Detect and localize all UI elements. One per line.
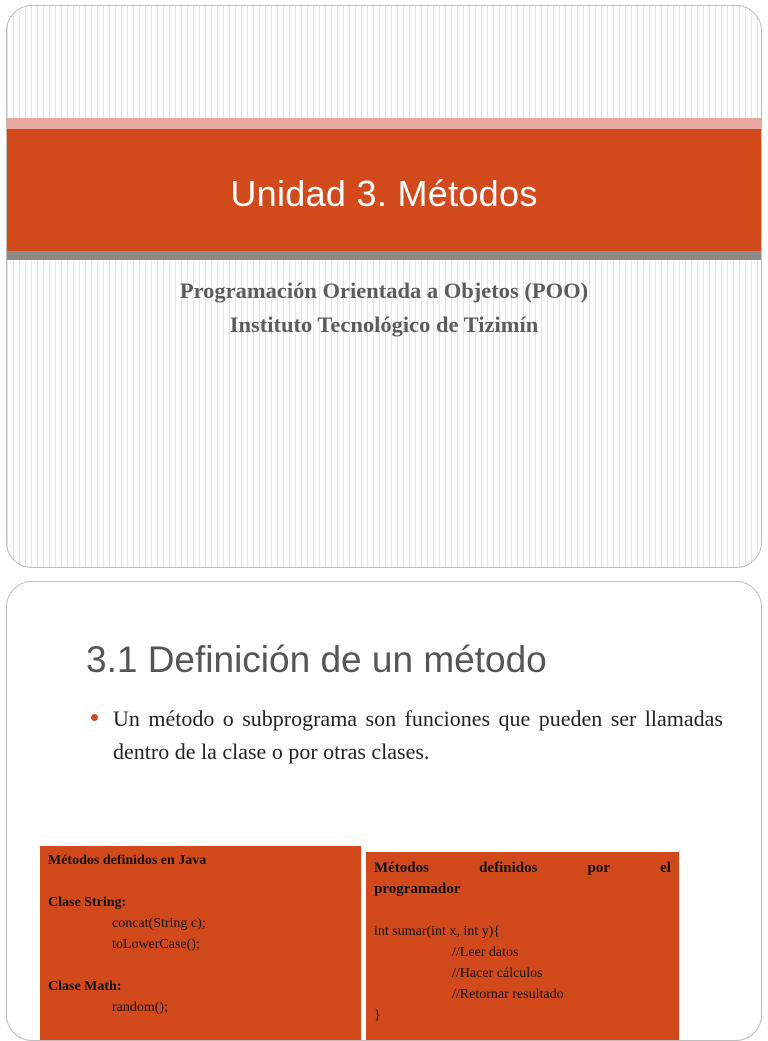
title-word: el xyxy=(660,860,671,876)
title-slide xyxy=(6,5,762,568)
content-slide xyxy=(6,581,762,1041)
title-word: Métodos xyxy=(374,860,429,876)
string-method: concat(String c); xyxy=(112,916,206,931)
pink-accent-band xyxy=(7,118,761,129)
code-comment: //Leer datos xyxy=(452,945,519,960)
java-methods-box xyxy=(40,846,361,1041)
programmer-methods-title xyxy=(374,858,671,879)
code-comment: //Hacer cálculos xyxy=(452,966,543,981)
title-band xyxy=(7,129,761,251)
bullet-text: Un método o subprograma son funciones que pueden ser llamadas dentro de la clase o por otras clases. xyxy=(113,706,723,764)
programmer-methods-box xyxy=(366,852,679,1041)
string-method: toLowerCase(); xyxy=(112,937,200,952)
slide-title: Unidad 3. Métodos xyxy=(230,173,538,214)
math-method: random(); xyxy=(112,1000,168,1015)
programmer-methods-title-line2: programador xyxy=(374,881,461,897)
class-string-label: Clase String: xyxy=(48,895,127,910)
bullet-dot-icon xyxy=(91,714,98,721)
subtitle-institute: Instituto Tecnológico de Tizimín xyxy=(229,312,539,337)
title-word: definidos xyxy=(479,860,538,876)
title-word: por xyxy=(587,860,611,876)
slide-subtitle xyxy=(7,274,761,342)
section-heading: 3.1 Definición de un método xyxy=(86,639,547,680)
subtitle-course: Programación Orientada a Objetos (POO) xyxy=(179,278,589,303)
closing-brace: } xyxy=(374,1008,381,1023)
bullet-item xyxy=(91,702,723,768)
gray-accent-band xyxy=(7,251,761,260)
class-math-label: Clase Math: xyxy=(48,979,122,994)
method-signature: int sumar(int x, int y){ xyxy=(374,924,501,939)
java-methods-title: Métodos definidos en Java xyxy=(48,853,207,868)
code-comment: //Retornar resultado xyxy=(452,987,564,1002)
